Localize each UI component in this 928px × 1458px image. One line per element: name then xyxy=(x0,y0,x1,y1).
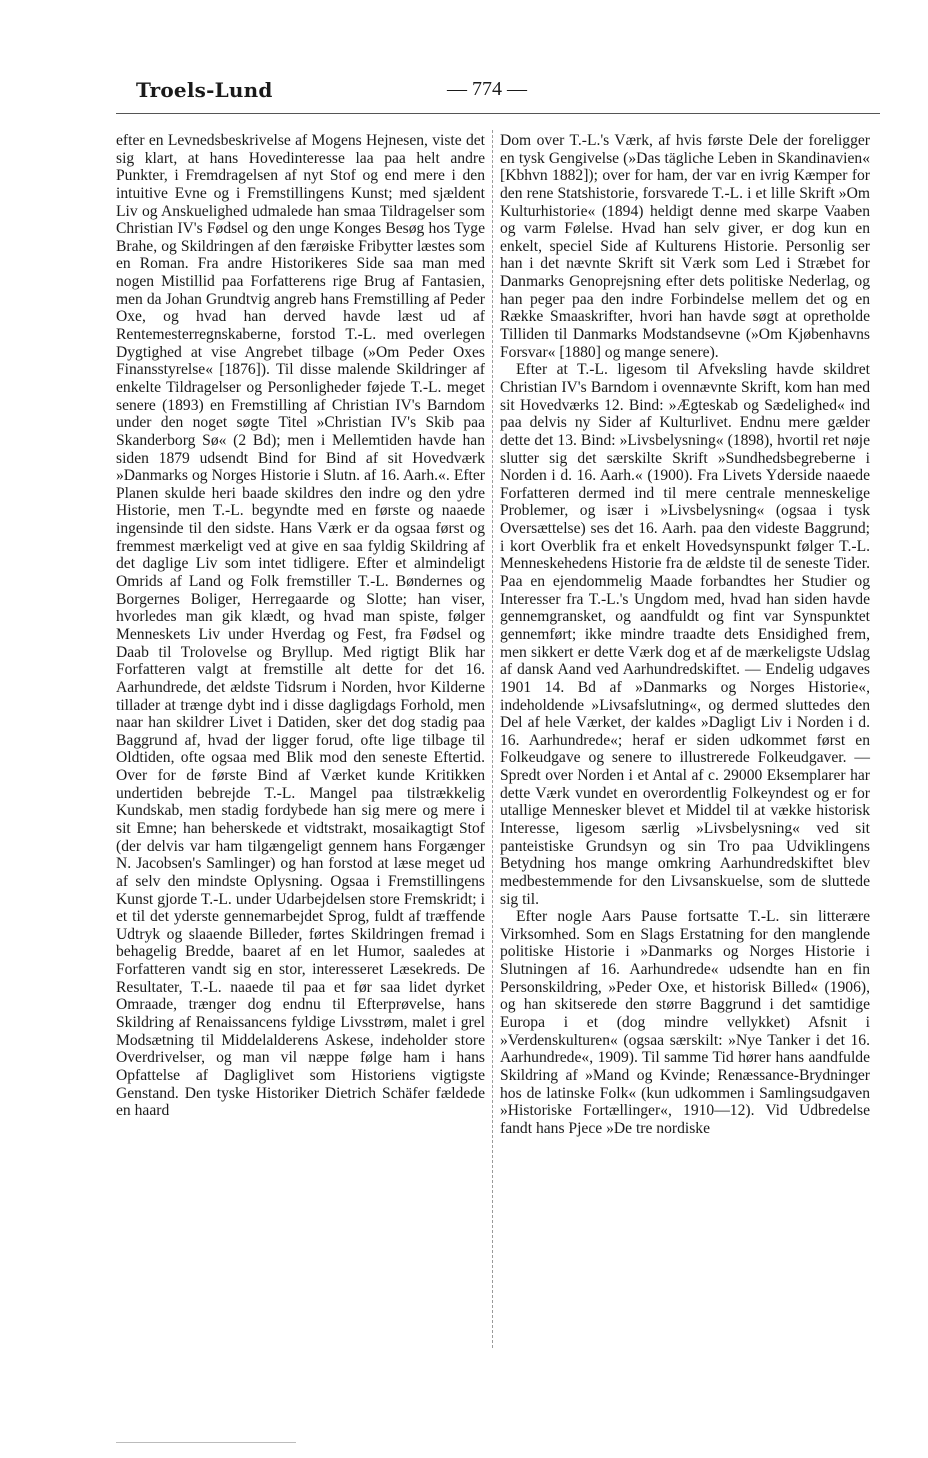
header-rule xyxy=(116,113,880,114)
right-paragraph-3: Efter nogle Aars Pause fortsatte T.-L. sin litterære Virksomhed. Som en Slags Erstatning for den manglende politiske Historie i »Danmarks og Norges Historie i Slutningen af 16. Aarhundrede« udsendte han en fin Personskildring, »Peder Oxe, et historisk Billed« (1906), og han skitserede den større Baggrund i det samtidige Europa i et (dog mindre vellykket) Afsnit i »Verdenskulturen« (ogsaa særskilt: »Nye Tanker i det 16. Aarhundrede«, 1909). Til samme Tid hører hans aandfulde Skildring af »Mand og Kvinde; Renæssance-Brydninger hos de latinske Folk« (kun udkommen i Samlingsudgaven »Historiske Fortællinger«, 1910—12). Vid Udbredelse fandt hans Pjece »De tre nordiske xyxy=(500,908,870,1137)
left-paragraph-1: efter en Levnedsbeskrivelse af Mogens Hejnesen, viste det sig klart, at hans Hovedinteresse laa paa helt andre Punkter, i Fremdragelsen af nyt Stof og end mere i den intuitive Evne og i Fremstillingens Kunst; med sjældent Liv og Anskuelighed udmalede han smaa Tildragelser som Christian IV's Fødsel og den unge Konges Besøg hos Tyge Brahe, og Skildringen af den færøiske Fribytter læstes som en Roman. Fra andre Historikeres Side saa man med nogen Mistillid paa Forfatterens rige Brug af Fantasien, men da Johan Grundtvig angreb hans Fremstilling af Peder Oxe, og hvad han derved havde læst ud af Rentemesterregnskaberne, forstod T.-L. med overlegen Dygtighed at vise Angrebet tilbage (»Om Peder Oxes Finansstyrelse« [1876]). Til disse malende Skildringer af enkelte Tildragelser og Personligheder føjede T.-L. meget senere (1893) en Fremstilling af Christian IV's Barndom under den noget søgte Titel »Christian IV's Skib paa Skanderborg Sø« (2 Bd); men i Mellemtiden havde han siden 1879 udsendt Bind for Bind af sit Hovedværk »Danmarks og Norges Historie i Slutn. af 16. Aarh.«. Efter Planen skulde heri baade skildres den indre og den ydre Historie, men T.-L. begyndte med en første og naaede ingensinde til den sidste. Hans Værk er da ogsaa først og fremmest mærkeligt ved at give en saa fyldig Skildring af det daglige Liv som intet tidligere. Efter et almindeligt Omrids af Land og Folk fremstiller T.-L. Bøndernes og Borgernes Boliger, Herregaarde og Slotte; han viser, hvorledes man gik klædt, og hvad man spiste, følger Menneskets Liv under Hverdag og Fest, fra Fødsel og Daab til Trolovelse og Bryllup. Med rigtigt Blik har Forfatteren valgt at fremstille alt dette for det 16. Aarhundrede, det ældste Tidsrum i Norden, hvor Kilderne tillader at trænge dybt ind i disse dagligdags Forhold, men naar han skildrer Livet i Datiden, sker det dog stadig paa Baggrund af, hvad der ligger forud, ofte lige tilbage til Oldtiden, ofte ogsaa med Blik mod den seneste Eftertid. Over for de første Bind af Værket kunde Kritikken undertiden bebrejde T.-L. Mangel paa tilstrækkelig Kundskab, men stadig fordybede han sig mere og mere i sit Emne; han beherskede et vidtstrakt, mosaikagtigt Stof (der delvis var ham tilgængeligt gennem hans Forgænger N. Jacobsen's Samlinger) og han forstod at læse meget ud af selv den mindste Oplysning. Ogsaa i Fremstillingens Kunst gjorde T.-L. under Udarbejdelsen store Fremskridt; i et til det yderste gennemarbejdet Sprog, fuldt af træffende Udtryk og slaaende Billeder, førtes Skildringen fremad i behagelig Bredde, baaret af en let Humor, saaledes at Forfatteren vandt sig en stor, interesseret Læsekreds. De Resultater, T.-L. naaede til paa et før saa lidet dyrket Omraade, trænger dog endnu til Efterprøvelse, hans Skildring af Renaissancens fyldige Livsstrøm, malet i grel Modsætning til Middelalderens Askese, indeholder store Overdrivelser, og man vil næppe følge ham i hans Opfattelse af Dagliglivet som Historiens vigtigste Genstand. Den tyske Historiker Dietrich Schäfer fældede en haard xyxy=(116,132,485,1120)
right-column xyxy=(500,132,870,1138)
right-paragraph-2: Efter at T.-L. ligesom til Afveksling havde skildret Christian IV's Barndom i ovennævnte Skrift, kom han med sit Hovedværks 12. Bind: »Ægteskab og Sædelighed« ind paa delvis ny Sider af Kulturlivet. Endnu mere gælder dette det 13. Bind: »Livsbelysning« (1898), hvortil ret nøje slutter sig det særskilte Skrift »Sundhedsbegreberne i Norden i d. 16. Aarh.« (1900). Fra Livets Yderside naaede Forfatteren dermed ind til mere centrale menneskelige Problemer, og især i »Livsbelysning« (ogsaa i tysk Oversættelse) ses det 16. Aarh. paa den videste Baggrund; i kort Overblik fra et enkelt Hovedsynspunkt følger T.-L. Menneskehedens Historie fra de ældste til de seneste Tider. Paa en ejendommelig Maade forbandtes her Studier og Interesser fra T.-L.'s Ungdom med, hvad han siden havde gennemgransket, og aandfuldt og fint var Synspunktet gennemført; ikke mindre traadte dets Ensidighed frem, men sikkert er dette Værk dog et af de mærkeligste Udslag af dansk Aand ved Aarhundredskiftet. — Endelig udgaves 1901 14. Bd af »Danmarks og Norges Historie«, indeholdende »Livsafslutning«, og dermed sluttedes den Del af hele Værket, der kaldes »Dagligt Liv i Norden i d. 16. Aarhundrede«; heraf er siden udkommet først en Folkeudgave og senere to illustrerede Folkeudgaver. — Spredt over Norden i et Antal af c. 29000 Eksemplarer har dette Værk vundet en overordentlig Folkeyndest og er for utallige Mennesker blevet et Middel til at vække historisk Interesse, ligesom særlig »Livsbelysning« ved sit panteistiske Grundsyn og sin Tro paa Udviklingens Betydning hos mange omkring Aarhundredskiftet blev medbestemmende for den Livsanskuelse, som de sluttede sig til. xyxy=(500,361,870,908)
page-number: — 774 — xyxy=(447,78,527,100)
left-column xyxy=(116,132,485,1120)
right-paragraph-1: Dom over T.-L.'s Værk, af hvis første Dele der foreligger en tysk Gengivelse (»Das tägliche Leben in Skandinavien« [Kbhvn 1882]); over for ham, der var en ivrig Kæmper for den rene Statshistorie, forsvarede T.-L. i et lille Skrift »Om Kulturhistorie« (1894) heldigt denne med skarpe Vaaben og varm Følelse. Hvad han selv giver, er dog kun en enkelt, speciel Side af Kulturens Historie. Personlig ser han i det nævnte Skrift sit Værk som Led i Stræbet for Danmarks Genoprejsning efter dets politiske Nederlag, og han peger paa den indre Forbindelse mellem det og en Række Smaaskrifter, hvori han havde søgt at opretholde Tilliden til Danmarks Modstandsevne (»Om Kjøbenhavns Forsvar« [1880] og mange senere). xyxy=(500,132,870,361)
column-divider xyxy=(492,130,493,1348)
running-head: Troels-Lund xyxy=(136,78,273,102)
footer-rule xyxy=(116,1442,296,1443)
page-header xyxy=(136,78,872,104)
